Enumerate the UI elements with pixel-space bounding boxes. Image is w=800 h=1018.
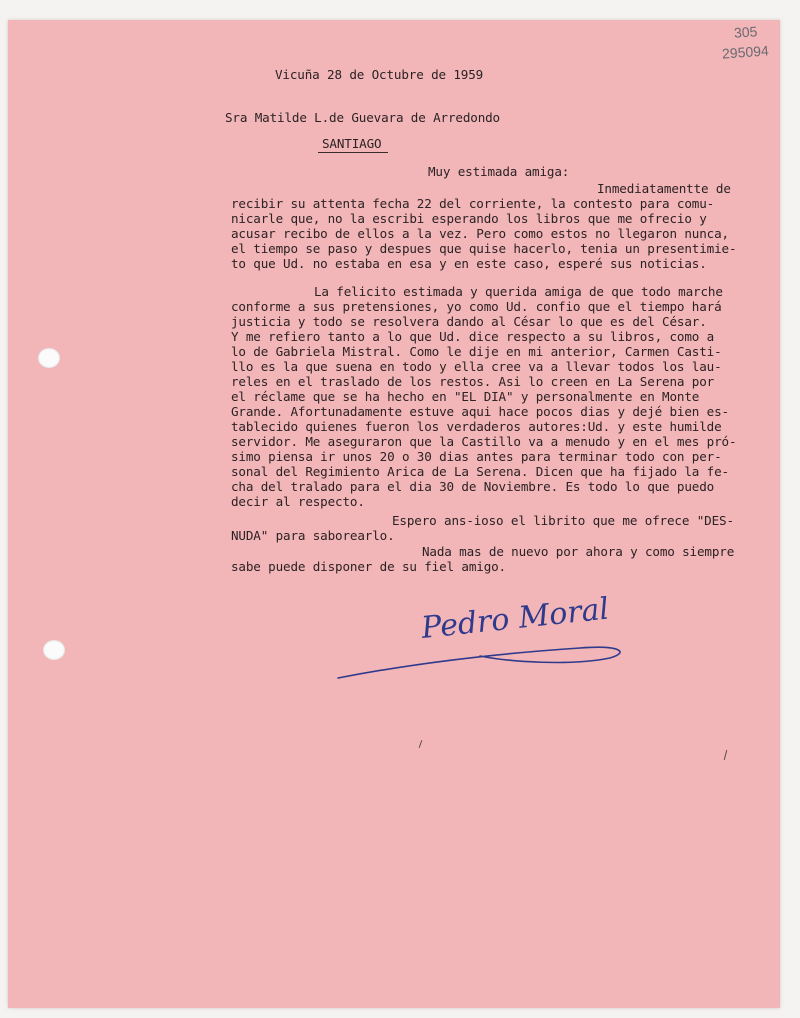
body-line: Grande. Afortunadamente estuve aqui hace pocos dias y dejé bien es- xyxy=(231,404,729,419)
archive-number-1: 305 xyxy=(733,23,758,41)
body-line: tablecido quienes fueron los verdaderos autores:Ud. y este humilde xyxy=(231,419,722,434)
body-line: nicarle que, no la escribi esperando los libros que me ofrecio y xyxy=(231,211,707,226)
body-line: Inmediatamentte de xyxy=(597,181,731,196)
body-line: NUDA" para saborearlo. xyxy=(231,528,395,543)
body-line: decir al respecto. xyxy=(231,494,365,509)
salutation: Muy estimada amiga: xyxy=(428,164,570,179)
punch-hole-bottom xyxy=(43,640,65,660)
city-line: SANTIAGO xyxy=(322,136,382,151)
body-line: Nada mas de nuevo por ahora y como siempre xyxy=(422,544,735,559)
body-line: La felicito estimada y querida amiga de que todo marche xyxy=(314,284,723,299)
body-line: llo es la que suena en todo y ella cree va a llevar todos los lau- xyxy=(231,359,722,374)
body-line: Y me refiero tanto a lo que Ud. dice respecto a su libros, como a xyxy=(231,329,715,344)
archive-number-2: 295094 xyxy=(721,42,770,62)
recipient-line: Sra Matilde L.de Guevara de Arredondo xyxy=(225,110,500,125)
signature-text: Pedro Moral xyxy=(419,591,611,647)
body-line: simo piensa ir unos 20 o 30 dias antes para terminar todo con per- xyxy=(231,449,722,464)
body-line: sabe puede disponer de su fiel amigo. xyxy=(231,559,506,574)
body-line: conforme a sus pretensiones, yo como Ud. confio que el tiempo hará xyxy=(231,299,722,314)
body-line: el réclame que se ha hecho en "EL DIA" y personalmente en Monte xyxy=(231,389,700,404)
date-line: Vicuña 28 de Octubre de 1959 xyxy=(275,67,484,82)
body-line: justicia y todo se resolvera dando al César lo que es del César. xyxy=(231,314,707,329)
body-line: el tiempo se paso y despues que quise hacerlo, tenia un presentimie- xyxy=(231,241,737,256)
body-line: to que Ud. no estaba en esa y en este caso, esperé sus noticias. xyxy=(231,256,707,271)
body-line: sonal del Regimiento Arica de La Serena. Dicen que ha fijado la fe- xyxy=(231,464,729,479)
city-underline xyxy=(318,152,388,153)
body-line: recibir su attenta fecha 22 del corriente, la contesto para comu- xyxy=(231,196,715,211)
signature-flourish xyxy=(338,647,620,678)
body-line: Espero ans-ioso el librito que me ofrece "DES- xyxy=(392,513,734,528)
punch-hole-top xyxy=(38,348,60,368)
body-line: cha del tralado para el dia 30 de Noviembre. Es todo lo que puedo xyxy=(231,479,715,494)
signature xyxy=(330,590,640,690)
body-line: acusar recibo de ellos a la vez. Pero como estos no llegaron nunca, xyxy=(231,226,729,241)
body-line: reles en el traslado de los restos. Asi lo creen en La Serena por xyxy=(231,374,715,389)
body-line: lo de Gabriela Mistral. Como le dije en mi anterior, Carmen Casti- xyxy=(231,344,722,359)
body-line: servidor. Me aseguraron que la Castillo va a menudo y en el mes pró- xyxy=(231,434,737,449)
